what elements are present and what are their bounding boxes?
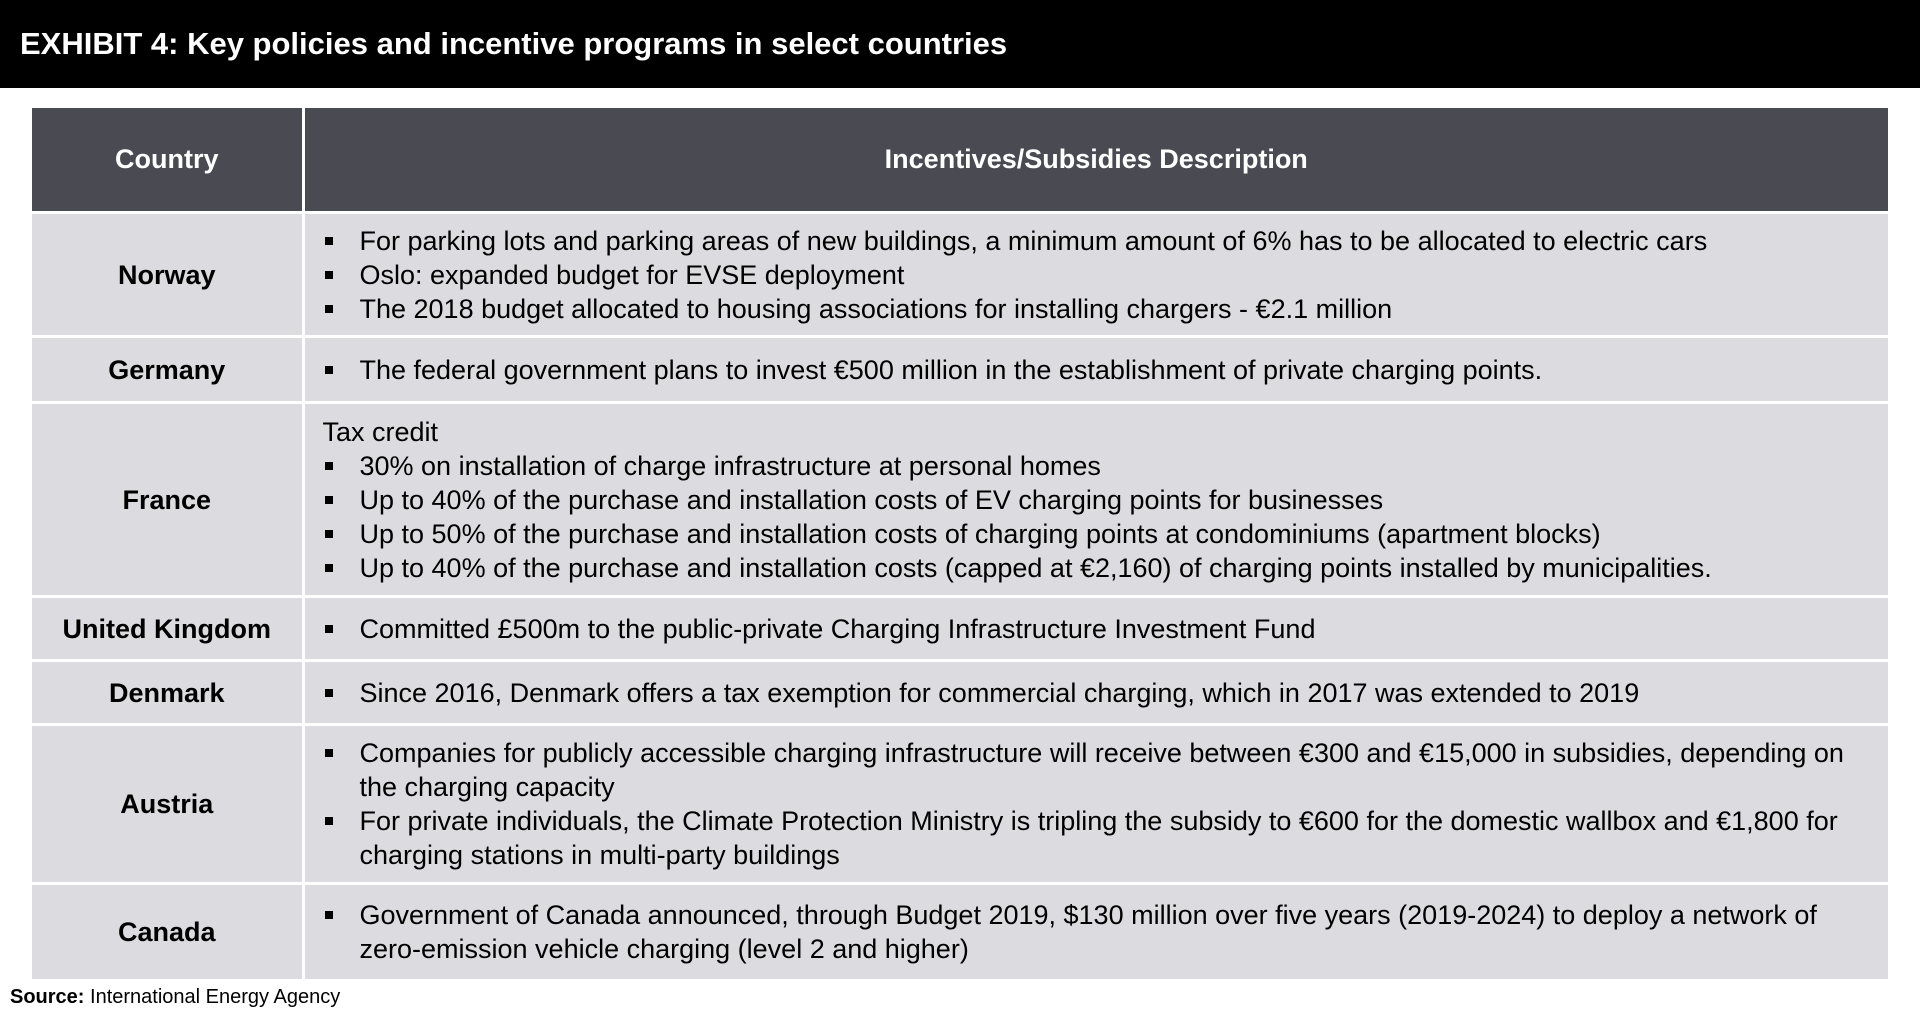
bullet-item: [323, 353, 1871, 387]
table-row: [32, 213, 1888, 337]
bullet-list: [323, 898, 1871, 966]
source-text: International Energy Agency: [90, 986, 341, 1008]
description-cell: [303, 403, 1888, 597]
square-bullet-icon: [325, 237, 333, 245]
country-cell: Germany: [32, 337, 303, 403]
bullet-item: [323, 612, 1871, 646]
exhibit-title: EXHIBIT 4: Key policies and incentive programs in select countries: [20, 26, 1008, 61]
description-cell: [303, 725, 1888, 884]
bullet-item: [323, 676, 1871, 710]
description-cell: [303, 337, 1888, 403]
square-bullet-icon: [325, 749, 333, 757]
bullet-item: [323, 898, 1871, 966]
table-row: [32, 337, 1888, 403]
square-bullet-icon: [325, 496, 333, 504]
bullet-text: Since 2016, Denmark offers a tax exemption for commercial charging, which in 2017 was extended to 2019: [359, 677, 1640, 708]
square-bullet-icon: [325, 305, 333, 313]
country-cell: Denmark: [32, 661, 303, 725]
bullet-text: Up to 40% of the purchase and installation costs (capped at €2,160) of charging points installed by municipalities.: [359, 552, 1712, 583]
bullet-list: [323, 736, 1871, 872]
bullet-text: The 2018 budget allocated to housing associations for installing chargers - €2.1 million: [359, 293, 1393, 324]
country-cell: Canada: [32, 884, 303, 979]
title-bar: [0, 0, 1920, 88]
bullet-item: [323, 736, 1871, 804]
bullet-text: Committed £500m to the public-private Charging Infrastructure Investment Fund: [359, 613, 1316, 644]
table-row: [32, 597, 1888, 661]
table-row: [32, 661, 1888, 725]
table-body: [32, 213, 1888, 979]
bullet-text: Oslo: expanded budget for EVSE deployment: [359, 259, 905, 290]
bullet-list: [323, 612, 1871, 646]
table-row: [32, 403, 1888, 597]
square-bullet-icon: [325, 817, 333, 825]
bullet-item: [323, 551, 1871, 585]
square-bullet-icon: [325, 462, 333, 470]
bullet-text: For parking lots and parking areas of new buildings, a minimum amount of 6% has to be allocated to electric cars: [359, 225, 1708, 256]
bullet-text: The federal government plans to invest €500 million in the establishment of private charging points.: [359, 354, 1543, 385]
description-cell: [303, 884, 1888, 979]
bullet-text: Government of Canada announced, through Budget 2019, $130 million over five years (2019-2024) to deploy a network of zero-emission vehicle charging (level 2 and higher): [359, 899, 1817, 964]
bullet-text: Up to 40% of the purchase and installation costs of EV charging points for businesses: [359, 484, 1384, 515]
source-label: Source:: [10, 986, 85, 1008]
bullet-text: Up to 50% of the purchase and installation costs of charging points at condominiums (apartment blocks): [359, 518, 1601, 549]
bullet-item: [323, 804, 1871, 872]
header-description: Incentives/Subsidies Description: [303, 108, 1888, 213]
bullet-list: [323, 353, 1871, 387]
bullet-item: [323, 449, 1871, 483]
description-cell: [303, 597, 1888, 661]
bullet-item: [323, 258, 1871, 292]
square-bullet-icon: [325, 271, 333, 279]
description-cell: [303, 661, 1888, 725]
country-cell: France: [32, 403, 303, 597]
bullet-item: [323, 224, 1871, 258]
table-row: [32, 725, 1888, 884]
bullet-list: [323, 224, 1871, 326]
bullet-item: [323, 517, 1871, 551]
source-note: [10, 986, 340, 1009]
description-intro: Tax credit: [322, 416, 439, 447]
bullet-item: [323, 292, 1871, 326]
bullet-list: [323, 676, 1871, 710]
square-bullet-icon: [325, 625, 333, 633]
square-bullet-icon: [325, 564, 333, 572]
square-bullet-icon: [325, 911, 333, 919]
square-bullet-icon: [325, 366, 333, 374]
description-cell: [303, 213, 1888, 337]
square-bullet-icon: [325, 530, 333, 538]
country-cell: Norway: [32, 213, 303, 337]
bullet-list: [323, 449, 1871, 585]
square-bullet-icon: [325, 689, 333, 697]
bullet-text: Companies for publicly accessible charging infrastructure will receive between €300 and €15,000 in subsidies, depending on the charging capacity: [359, 738, 1844, 802]
header-country: Country: [32, 108, 303, 213]
table-row: [32, 884, 1888, 979]
policy-table: [32, 108, 1888, 979]
bullet-text: For private individuals, the Climate Protection Ministry is tripling the subsidy to €600 for the domestic wallbox and €1,800 for charging stations in multi-party buildings: [359, 806, 1838, 870]
bullet-item: [323, 483, 1871, 517]
table-header-row: [32, 108, 1888, 213]
country-cell: Austria: [32, 725, 303, 884]
bullet-text: 30% on installation of charge infrastructure at personal homes: [359, 450, 1101, 481]
country-cell: United Kingdom: [32, 597, 303, 661]
